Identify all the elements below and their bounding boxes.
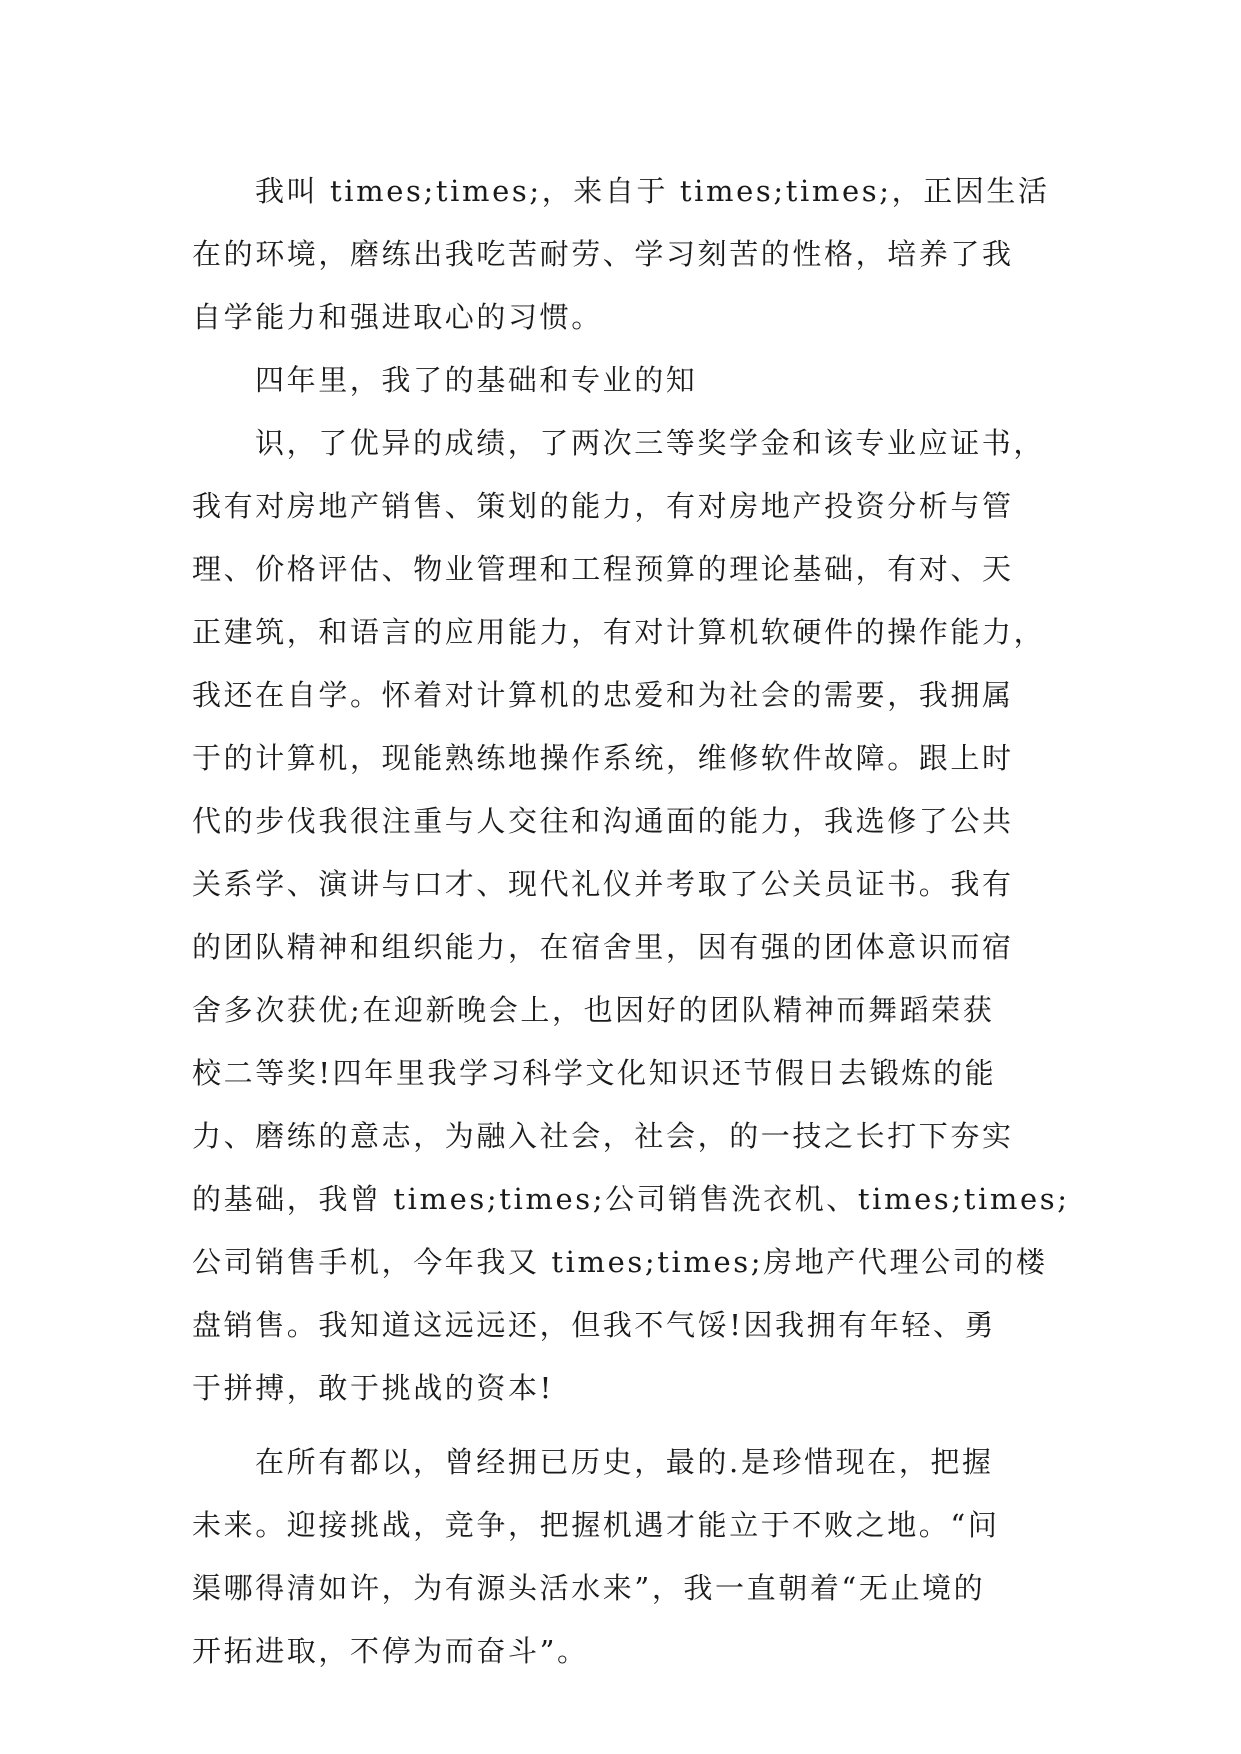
paragraph-3-line-5: 我还在自学。怀着对计算机的忠爱和为社会的需要，我拥属: [192, 678, 1014, 712]
paragraph-3-line-6: 于的计算机，现能熟练地操作系统，维修软件故障。跟上时: [192, 741, 1014, 775]
paragraph-3-line-8: 关系学、演讲与口才、现代礼仪并考取了公关员证书。我有: [192, 867, 1014, 901]
paragraph-3-line-4: 正建筑，和语言的应用能力，有对计算机软硬件的操作能力，: [192, 615, 1046, 649]
document-body: [192, 160, 1072, 1683]
paragraph-1-line-1: 我叫 times;times;，来自于 times;times;，正因生活: [255, 174, 1050, 208]
paragraph-4-line-2: 未来。迎接挑战，竞争，把握机遇才能立于不败之地。“问: [192, 1508, 1000, 1542]
paragraph-2-line-1: 四年里，我了的基础和专业的知: [255, 363, 698, 397]
paragraph-3-line-7: 代的步伐我很注重与人交往和沟通面的能力，我选修了公共: [192, 804, 1014, 838]
paragraph-3-line-13: 的基础，我曾 times;times;公司销售洗衣机、times;times;: [192, 1182, 1070, 1216]
paragraph-3-line-1: 识，了优异的成绩，了两次三等奖学金和该专业应证书，: [255, 426, 1046, 460]
paragraph-3-line-11: 校二等奖!四年里我学习科学文化知识还节假日去锻炼的能: [192, 1056, 997, 1090]
paragraph-3-line-16: 于拼搏，敢于挑战的资本!: [192, 1371, 554, 1405]
paragraph-3-line-14: 公司销售手机，今年我又 times;times;房地产代理公司的楼: [192, 1245, 1048, 1279]
paragraph-4-line-1: 在所有都以，曾经拥已历史，最的.是珍惜现在，把握: [255, 1445, 994, 1479]
paragraph-3-line-10: 舍多次获优;在迎新晚会上，也因好的团队精神而舞蹈荣获: [192, 993, 995, 1027]
paragraph-3-line-2: 我有对房地产销售、策划的能力，有对房地产投资分析与管: [192, 489, 1014, 523]
paragraph-spacer: [192, 1420, 1072, 1431]
paragraph-4-line-4: 开拓进取，不停为而奋斗”。: [192, 1634, 589, 1668]
paragraph-3-line-12: 力、磨练的意志，为融入社会，社会，的一技之长打下夯实: [192, 1119, 1014, 1153]
paragraph-3-line-3: 理、价格评估、物业管理和工程预算的理论基础，有对、天: [192, 552, 1014, 586]
paragraph-3-line-9: 的团队精神和组织能力，在宿舍里，因有强的团体意识而宿: [192, 930, 1014, 964]
paragraph-1-line-2: 在的环境，磨练出我吃苦耐劳、学习刻苦的性格，培养了我: [192, 237, 1014, 271]
paragraph-4-line-3: 渠哪得清如许，为有源头活水来”，我一直朝着“无止境的: [192, 1571, 986, 1605]
paragraph-1-line-3: 自学能力和强进取心的习惯。: [192, 300, 603, 334]
paragraph-3-line-15: 盘销售。我知道这远远还，但我不气馁!因我拥有年轻、勇: [192, 1308, 997, 1342]
